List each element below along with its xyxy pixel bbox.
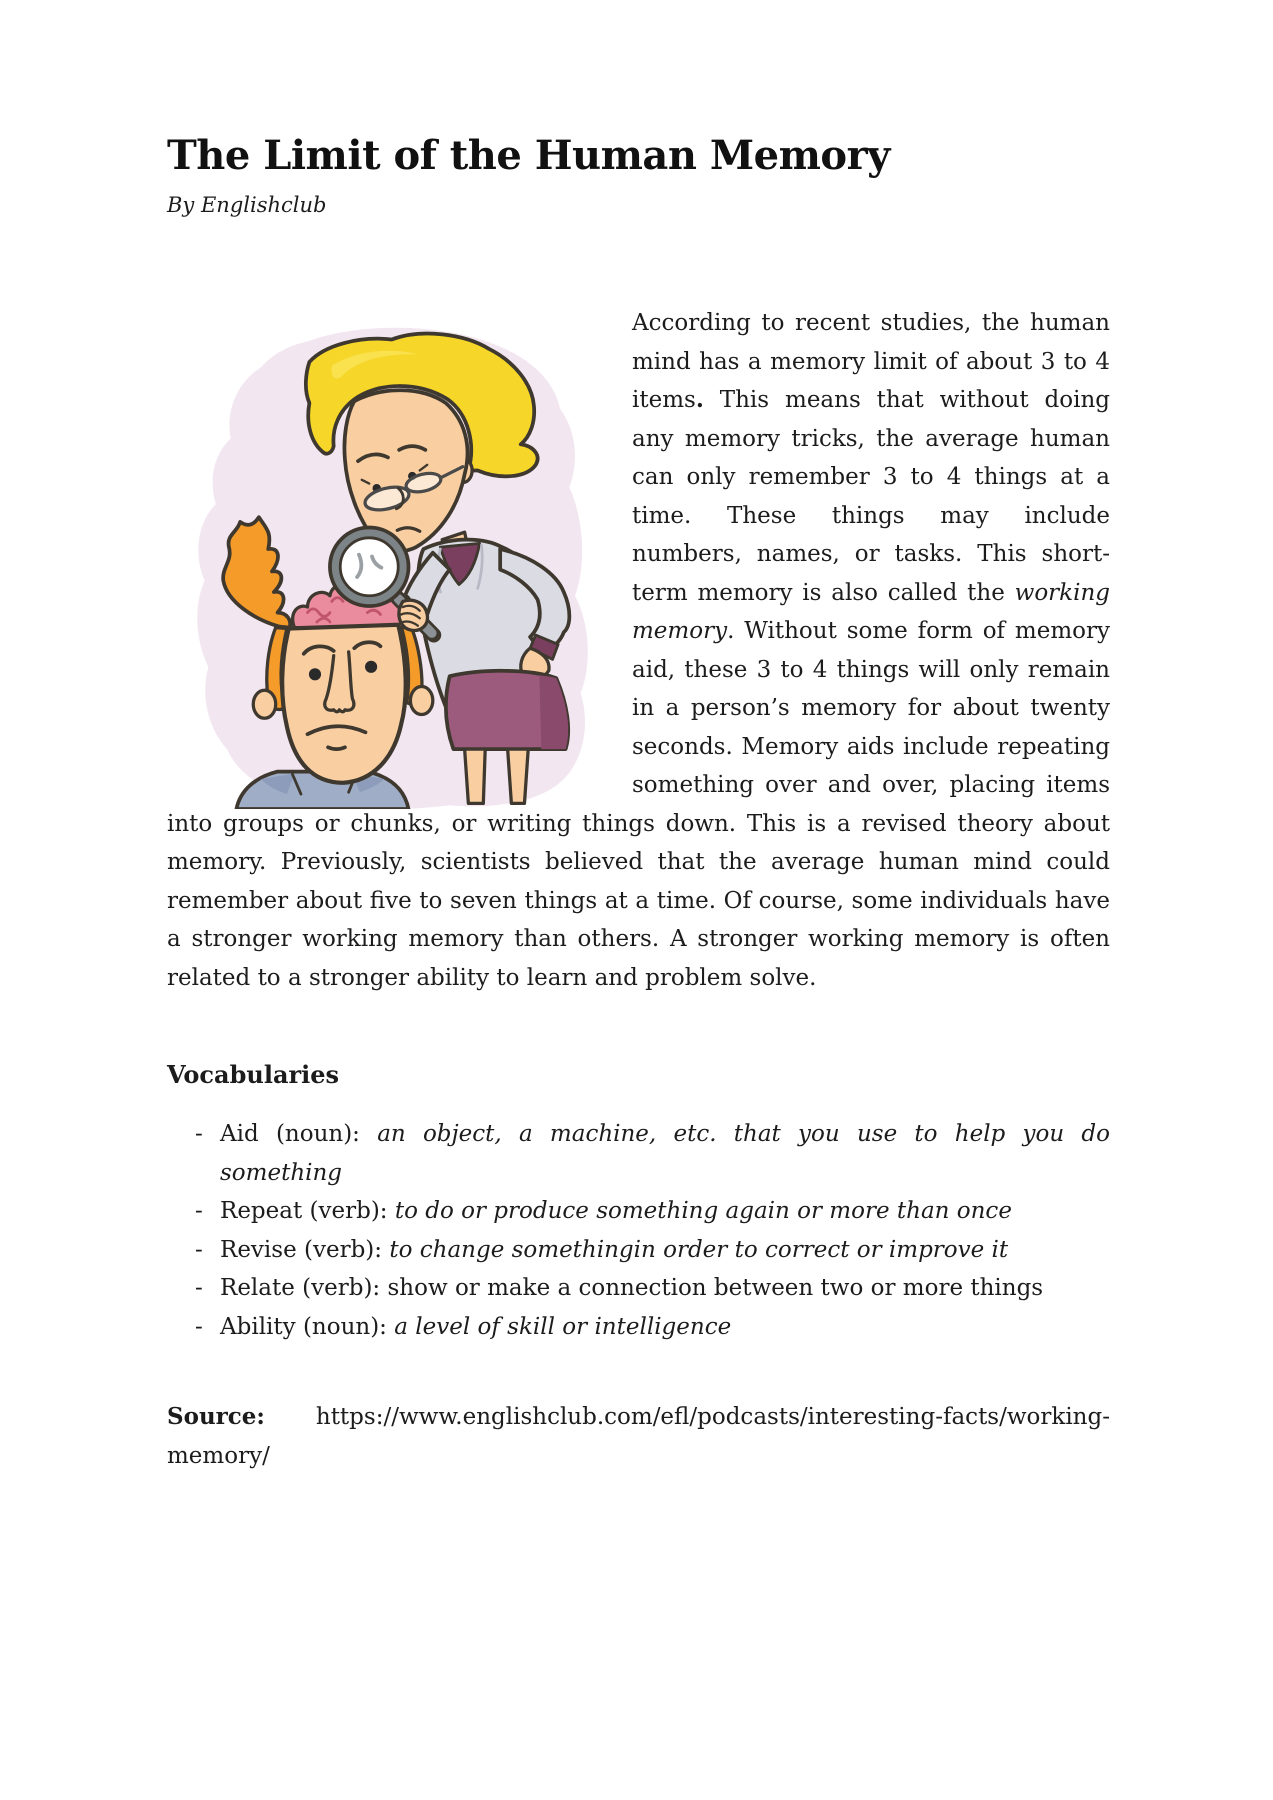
article-segment: . bbox=[695, 386, 704, 413]
article-segment: working memory bbox=[632, 579, 1110, 644]
vocabulary-definition: show or make a connection between two or more things bbox=[387, 1275, 1044, 1301]
dash-bullet: - bbox=[195, 1275, 203, 1301]
man-eye-right bbox=[365, 661, 377, 673]
dash-bullet: - bbox=[195, 1121, 203, 1147]
vocabulary-definition: a level of skill or intelligence bbox=[394, 1313, 732, 1340]
vocabulary-term: Repeat (verb): bbox=[220, 1198, 395, 1224]
source-url: https://www.englishclub.com/efl/podcasts/interesting-facts/working-memory/ bbox=[167, 1404, 1110, 1469]
vocabulary-definition: to change somethingin order to correct or improve it bbox=[389, 1236, 1009, 1263]
vocabulary-entry-text bbox=[220, 1308, 1110, 1347]
source-line bbox=[167, 1398, 1110, 1475]
vocabulary-term: Ability (noun): bbox=[220, 1313, 395, 1340]
man-eye-left bbox=[309, 668, 321, 680]
man-ear-left bbox=[253, 690, 275, 718]
vocabulary-item bbox=[195, 1231, 1110, 1270]
dash-bullet: - bbox=[195, 1236, 203, 1263]
vocabulary-item bbox=[195, 1192, 1110, 1231]
vocabulary-item bbox=[195, 1308, 1110, 1347]
vocabulary-entry-text bbox=[220, 1115, 1110, 1192]
vocabulary-item bbox=[195, 1115, 1110, 1192]
vocabulary-entry-text bbox=[220, 1192, 1110, 1231]
vocabulary-term: Revise (verb): bbox=[220, 1236, 390, 1263]
vocabulary-item bbox=[195, 1269, 1110, 1308]
vocabulary-heading: Vocabularies bbox=[167, 1060, 340, 1089]
vocabulary-term: Relate (verb): bbox=[220, 1275, 388, 1301]
dash-bullet: - bbox=[195, 1198, 203, 1224]
article-segment: . Without some form of memory aid, these 3 to 4 things will only remain in a person’s memory for about twenty seconds. Memory aids include repeating something over and over, placing items into groups or chunks, or writing things down. This is a revised theory about memory. Previously, scientists believed that the average human mind could remember about five to seven things at a time. Of course, some individuals have a stronger working memory than others. A stronger working memory is often related to a stronger ability to learn and problem solve. bbox=[167, 618, 1110, 991]
article-segment: This means that without doing any memory tricks, the average human can only remember 3 to 4 things at a time. These things may include numbers, names, or tasks. This short-term memory is also called the bbox=[632, 387, 1110, 606]
vocabulary-list bbox=[167, 1115, 1110, 1346]
dash-bullet: - bbox=[195, 1313, 203, 1340]
byline: By Englishclub bbox=[167, 193, 327, 217]
magnifier-glass bbox=[340, 538, 398, 596]
vocabulary-term: Aid (noun): bbox=[220, 1121, 378, 1147]
source-label: Source: bbox=[167, 1403, 316, 1430]
man-face bbox=[282, 625, 406, 783]
man-ear-right bbox=[410, 686, 432, 714]
vocabulary-definition: an object, a machine, etc. that you use to help you do something bbox=[220, 1121, 1110, 1186]
vocabulary-entry-text bbox=[220, 1269, 1110, 1308]
brain-examination-illustration bbox=[167, 304, 607, 809]
vocabulary-entry-text bbox=[220, 1231, 1110, 1270]
vocabulary-definition: to do or produce something again or more than once bbox=[394, 1198, 1012, 1224]
article-segment: According to recent studies, the human mind has a memory limit of about 3 to 4 items bbox=[632, 310, 1110, 413]
page-title: The Limit of the Human Memory bbox=[167, 132, 890, 179]
